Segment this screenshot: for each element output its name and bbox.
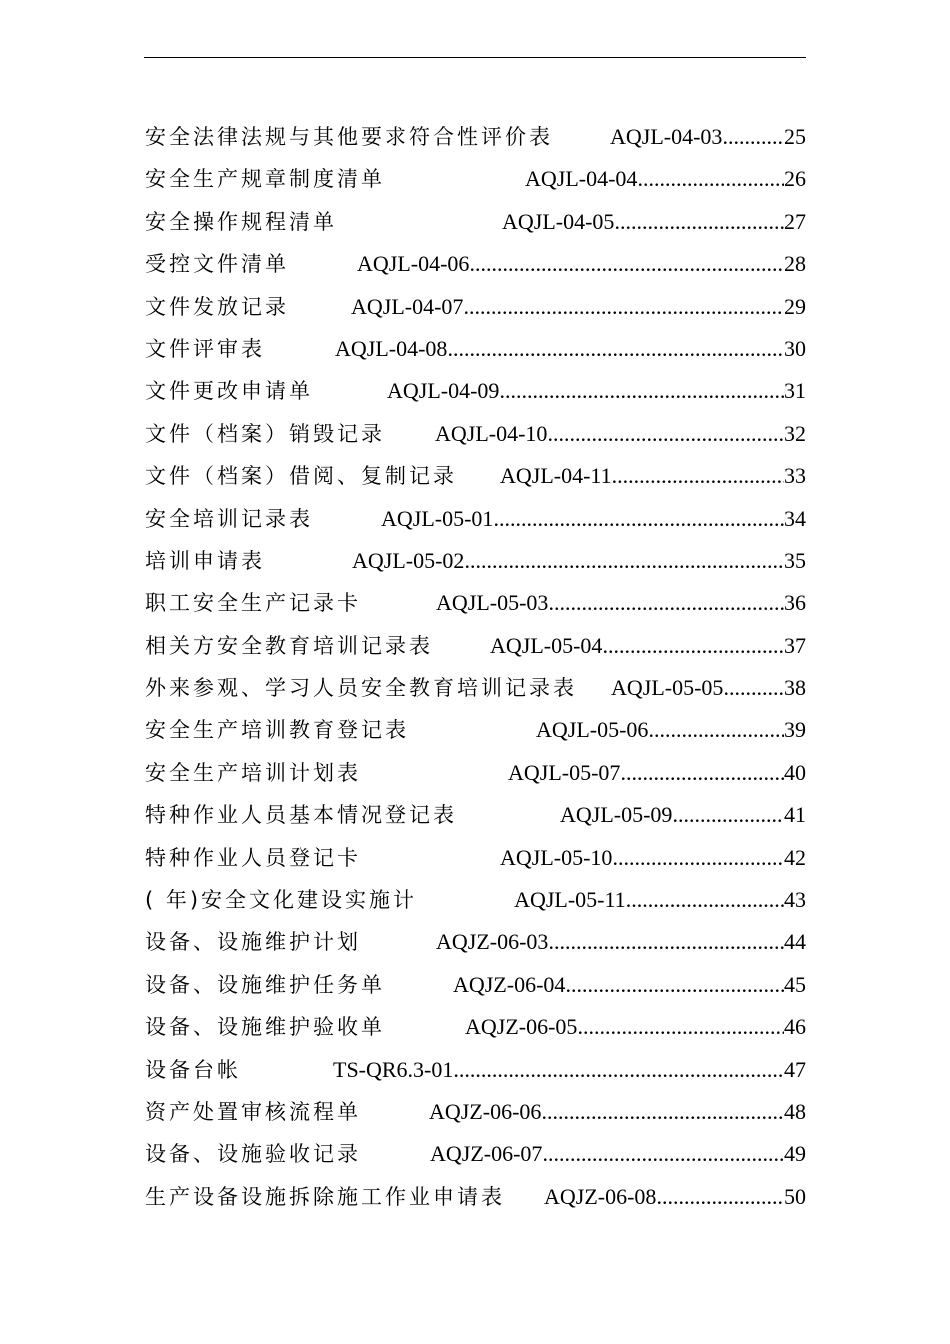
toc-entry-page-number: 25: [784, 124, 806, 149]
toc-entry-title: 受控文件清单: [145, 252, 289, 277]
toc-entry[interactable]: [145, 752, 806, 794]
toc-entry[interactable]: [145, 667, 806, 709]
toc-entry-title: 设备、设施维护任务单: [145, 972, 385, 997]
toc-entry-code: AQJZ-06-07: [430, 1141, 543, 1167]
toc-entry-page-number: 26: [784, 166, 806, 192]
toc-dot-leader: [548, 921, 784, 963]
toc-entry-page-number: 27: [784, 208, 806, 234]
toc-entry-page-number: 31: [784, 378, 806, 404]
toc-dot-leader: [602, 625, 784, 667]
toc-entry[interactable]: [145, 794, 806, 836]
toc-dot-leader: [723, 667, 784, 709]
toc-dot-leader: [620, 752, 784, 794]
toc-entry-title: 生产设备设施拆除施工作业申请表: [145, 1184, 505, 1209]
toc-dot-leader: [577, 1006, 784, 1048]
toc-dot-leader: [464, 540, 784, 582]
toc-dot-leader: [648, 709, 784, 751]
toc-dot-leader: [565, 964, 784, 1006]
toc-entry-page-number: 44: [784, 929, 806, 955]
toc-dot-leader: [541, 1091, 784, 1133]
toc-entry[interactable]: [145, 709, 806, 751]
toc-entry-title: 培训申请表: [145, 548, 265, 573]
toc-entry[interactable]: [145, 837, 806, 879]
toc-dot-leader: [542, 1133, 784, 1175]
toc-entry-code: AQJL-05-01: [381, 505, 494, 531]
toc-entry-title: 设备台帐: [145, 1057, 241, 1082]
toc-dot-leader: [469, 243, 784, 285]
toc-entry-title: 文件更改申请单: [145, 379, 313, 404]
toc-entry-title: 设备、设施验收记录: [145, 1142, 361, 1167]
toc-entry[interactable]: [145, 498, 806, 540]
toc-dot-leader: [614, 201, 784, 243]
toc-entry-page-number: 28: [784, 251, 806, 277]
toc-entry-page-number: 30: [784, 335, 806, 361]
toc-entry-page-number: 35: [784, 547, 806, 573]
toc-entry-title: 特种作业人员基本情况登记表: [145, 803, 457, 828]
toc-entry[interactable]: [145, 1176, 806, 1218]
toc-entry[interactable]: [145, 1006, 806, 1048]
toc-entry-code: AQJL-04-10: [435, 420, 548, 446]
toc-entry-title: ( 年)安全文化建设实施计: [145, 888, 418, 913]
toc-dot-leader: [612, 837, 784, 879]
toc-dot-leader: [547, 413, 784, 455]
toc-entry-page-number: 38: [784, 675, 806, 701]
toc-entry-title: 安全生产培训教育登记表: [145, 718, 409, 743]
toc-entry-title: 安全操作规程清单: [145, 209, 337, 234]
toc-entry-title: 文件评审表: [145, 336, 265, 361]
toc-entry-title: 外来参观、学习人员安全教育培训记录表: [145, 676, 577, 701]
toc-entry-title: 设备、设施维护验收单: [145, 1015, 385, 1040]
toc-entry-code: AQJL-04-09: [387, 378, 500, 404]
toc-entry-title: 资产处置审核流程单: [145, 1099, 361, 1124]
toc-entry-title: 安全生产培训计划表: [145, 760, 361, 785]
toc-entry[interactable]: [145, 158, 806, 200]
toc-entry-code: AQJZ-06-03: [436, 929, 549, 955]
toc-entry-title: 文件（档案）销毁记录: [145, 421, 385, 446]
toc-entry-code: AQJL-04-06: [357, 251, 470, 277]
toc-entry[interactable]: [145, 879, 806, 921]
toc-entry-code: AQJZ-06-04: [453, 971, 566, 997]
toc-dot-leader: [463, 286, 784, 328]
toc-dot-leader: [722, 116, 784, 158]
toc-entry-code: AQJL-05-02: [352, 547, 465, 573]
table-of-contents: [145, 116, 806, 1218]
toc-dot-leader: [672, 794, 784, 836]
toc-entry[interactable]: [145, 243, 806, 285]
toc-entry-title: 安全培训记录表: [145, 506, 313, 531]
toc-entry[interactable]: [145, 116, 806, 158]
toc-entry[interactable]: [145, 1091, 806, 1133]
toc-entry-code: AQJL-05-07: [508, 759, 621, 785]
toc-entry-title: 安全生产规章制度清单: [145, 167, 385, 192]
toc-entry-title: 设备、设施维护计划: [145, 930, 361, 955]
toc-entry-page-number: 46: [784, 1014, 806, 1040]
toc-entry-page-number: 34: [784, 505, 806, 531]
toc-entry-code: AQJZ-06-08: [544, 1183, 657, 1209]
toc-entry-code: AQJL-05-11: [514, 887, 626, 913]
toc-entry[interactable]: [145, 328, 806, 370]
toc-entry-page-number: 45: [784, 971, 806, 997]
toc-entry-code: AQJL-04-03: [610, 124, 723, 149]
toc-entry-page-number: 37: [784, 632, 806, 658]
toc-entry-title: 相关方安全教育培训记录表: [145, 633, 433, 658]
toc-entry-page-number: 47: [784, 1056, 806, 1082]
toc-entry-title: 文件发放记录: [145, 294, 289, 319]
toc-entry-code: AQJZ-06-05: [465, 1014, 578, 1040]
toc-entry[interactable]: [145, 455, 806, 497]
toc-entry-page-number: 39: [784, 717, 806, 743]
toc-entry-page-number: 40: [784, 759, 806, 785]
toc-entry-code: AQJL-05-04: [490, 632, 603, 658]
toc-entry-page-number: 49: [784, 1141, 806, 1167]
toc-entry-code: AQJL-05-09: [560, 802, 673, 828]
toc-entry-code: AQJL-04-05: [502, 208, 615, 234]
toc-dot-leader: [612, 455, 784, 497]
toc-entry-code: AQJL-04-07: [351, 293, 464, 319]
header-rule: [144, 57, 806, 58]
toc-entry-page-number: 33: [784, 463, 806, 489]
toc-dot-leader: [499, 370, 784, 412]
toc-dot-leader: [453, 1049, 784, 1091]
toc-entry-page-number: 42: [784, 844, 806, 870]
toc-entry-page-number: 41: [784, 802, 806, 828]
toc-dot-leader: [656, 1176, 784, 1218]
toc-entry-code: TS-QR6.3-01: [333, 1056, 454, 1082]
toc-entry-title: 职工安全生产记录卡: [145, 591, 361, 616]
toc-dot-leader: [548, 582, 784, 624]
toc-entry-page-number: 32: [784, 420, 806, 446]
toc-entry[interactable]: [145, 286, 806, 328]
toc-entry[interactable]: [145, 625, 806, 667]
toc-entry[interactable]: [145, 921, 806, 963]
toc-entry-code: AQJL-04-04: [525, 166, 638, 192]
toc-entry[interactable]: [145, 413, 806, 455]
toc-entry-page-number: 29: [784, 293, 806, 319]
toc-entry[interactable]: [145, 540, 806, 582]
toc-entry-code: AQJL-04-11: [500, 463, 612, 489]
toc-entry-code: AQJL-05-06: [536, 717, 649, 743]
toc-entry[interactable]: [145, 582, 806, 624]
toc-entry-code: AQJL-05-03: [436, 590, 549, 616]
toc-entry[interactable]: [145, 1133, 806, 1175]
toc-entry-page-number: 36: [784, 590, 806, 616]
toc-dot-leader: [493, 498, 784, 540]
toc-entry[interactable]: [145, 370, 806, 412]
toc-dot-leader: [637, 158, 784, 200]
toc-entry-code: AQJZ-06-06: [429, 1098, 542, 1124]
toc-entry-page-number: 50: [784, 1183, 806, 1209]
toc-entry[interactable]: [145, 201, 806, 243]
toc-entry-code: AQJL-04-08: [335, 335, 448, 361]
toc-entry-title: 文件（档案）借阅、复制记录: [145, 464, 457, 489]
toc-entry-code: AQJL-05-05: [611, 675, 724, 701]
toc-entry-page-number: 48: [784, 1098, 806, 1124]
toc-dot-leader: [626, 879, 784, 921]
toc-entry-page-number: 43: [784, 887, 806, 913]
toc-entry-code: AQJL-05-10: [500, 844, 613, 870]
toc-entry-title: 安全法律法规与其他要求符合性评价表: [145, 125, 553, 149]
toc-entry[interactable]: [145, 964, 806, 1006]
toc-dot-leader: [447, 328, 784, 370]
toc-entry-title: 特种作业人员登记卡: [145, 845, 361, 870]
toc-entry[interactable]: [145, 1049, 806, 1091]
